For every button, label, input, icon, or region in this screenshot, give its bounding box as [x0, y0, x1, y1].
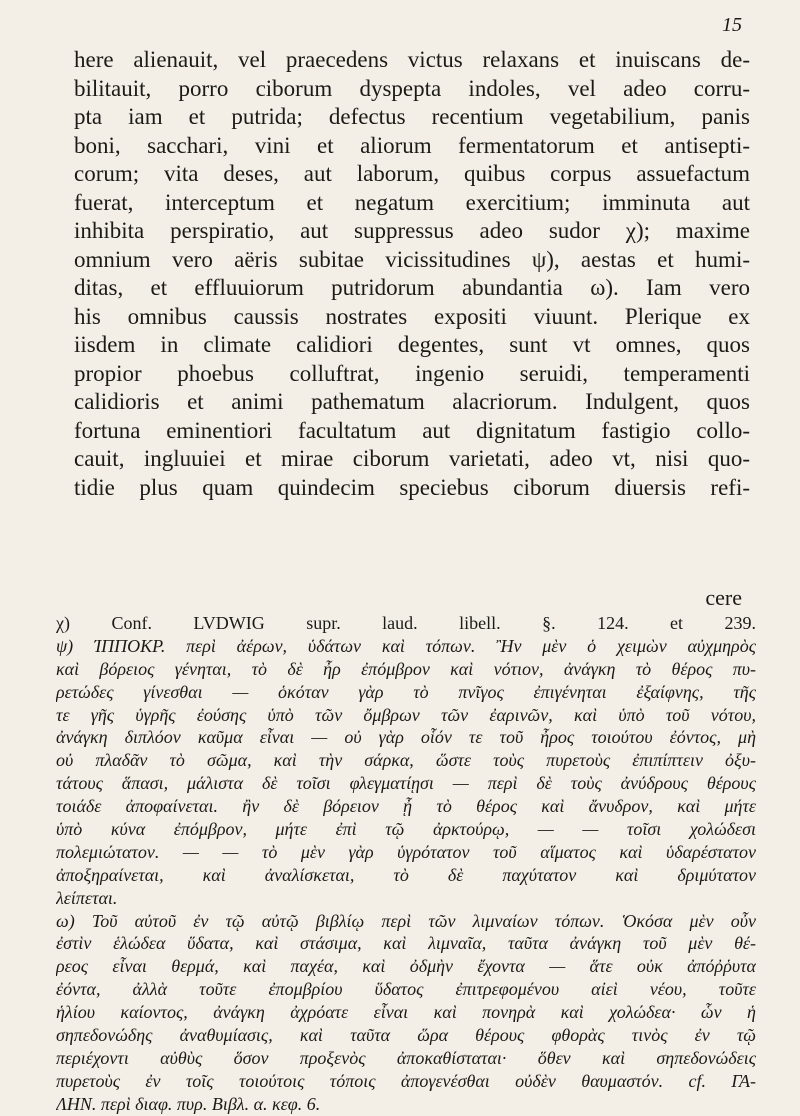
footnote-line: ἀνάγκη διπλόον καῦμα εἶναι — οὐ γὰρ οἷόν τε τοῦ ἦρος τοιούτου ἐόντος, μὴ [56, 727, 756, 748]
main-text-body [74, 46, 750, 502]
text-line: tidie plus quam quindecim speciebus ciborum diuersis refi- [74, 474, 750, 500]
footnote-line: ΛΗΝ. περὶ διαφ. πυρ. Βιβλ. α. κεφ. 6. [56, 1093, 321, 1114]
catchword: cere [705, 585, 742, 610]
footnote-line: πυρετοὺς ἐν τοῖς τοιούτοις τόποις ἀπογενέσθαι οὐδὲν θαυμαστόν. cf. ΓΑ- [56, 1070, 756, 1091]
text-line: here alienauit, vel praecedens victus relaxans et inuiscans de- [74, 47, 750, 72]
text-line: propior phoebus colluftrat, ingenio seruidi, temperamenti [74, 360, 750, 386]
text-line: boni, sacchari, vini et aliorum fermentatorum et antisepti- [74, 132, 750, 158]
footnote-line: ἐόντα, ἀλλὰ τοῦτε ἐπομβρίου ὕδατος ἐπιτρεφομένου αἰεὶ νέου, τοῦτε [56, 979, 756, 1000]
text-line: his omnibus caussis nostrates expositi viuunt. Plerique ex [74, 303, 750, 329]
footnote-line: ἀποξηραίνεται, καὶ ἀναλίσκεται, τὸ δὲ παχύτατον καὶ δριμύτατον [56, 864, 756, 885]
footnote-line: οὐ πλαδᾶν τὸ σῶμα, καὶ τὴν σάρκα, ὥστε τοὺς πυρετοὺς ἐπιπίπτειν ὀξυ- [56, 750, 756, 771]
footnote-line: χ) Conf. LVDWIG supr. laud. libell. §. 124. et 239. [56, 613, 756, 633]
footnote-line: σηπεδονώδης ἀναθυμίασις, καὶ ταῦτα ὥρα θέρους φθορὰς τινὸς ἐν τῷ [56, 1025, 756, 1046]
footnote-line: πολεμιώτατον. — — τὸ μὲν γὰρ ὑγρότατον τοῦ αἵματος καὶ ὑδαρέστατον [56, 841, 756, 862]
text-line: pta iam et putrida; defectus recentium vegetabilium, panis [74, 104, 750, 129]
footnote-line: λείπεται. [56, 887, 118, 908]
footnote-line: ὑπὸ κύνα ἐπόμβρον, μήτε ἐπὶ τῷ ἀρκτούρῳ, — — τοῖσι χολώδεσι [56, 819, 756, 840]
text-line: cauit, ingluuiei et mirae ciborum varietati, adeo vt, nisi quo- [74, 446, 750, 471]
text-line: fuerat, interceptum et negatum exercitium; imminuta aut [74, 189, 750, 215]
footnote-line: ἡλίου καίοντος, ἀνάγκη ἀχρόατε εἶναι καὶ πονηρὰ καὶ χολώδεα· ὧν ἡ [56, 1002, 756, 1023]
text-line: calidioris et animi pathematum alacriorum. Indulgent, quos [74, 389, 750, 414]
footnotes [56, 612, 756, 1116]
footnote-line: καὶ βόρειος γένηται, τὸ δὲ ἦρ ἐπόμβρον καὶ νότιον, ἀνάγκη τὸ θέρος πυ- [56, 658, 756, 679]
page-number: 15 [722, 14, 742, 36]
footnote-line: ρετώδες γίνεσθαι — ὁκόταν γὰρ τὸ πνῖγος ἐπιγένηται ἐξαίφνης, τῆς [56, 681, 756, 702]
footnote-line: ω) Τοῦ αὐτοῦ ἐν τῷ αὐτῷ βιβλίῳ περὶ τῶν λιμναίων τόπων. Ὁκόσα μὲν οὖν [56, 910, 756, 931]
footnote-line: περιέχοντι αὐθὺς ὅσον προξενὸς ἀποκαθίσταται· ὅθεν καὶ σηπεδονώδεις [56, 1047, 756, 1068]
footnote-line: τοιάδε ἀποφαίνεται. ἢν δὲ βόρειον ᾖ τὸ θέρος καὶ ἄνυδρον, καὶ μήτε [56, 796, 756, 817]
text-line: ditas, et effluuiorum putridorum abundantia ω). Iam vero [74, 275, 750, 300]
footnote-line: τε γῆς ὑγρῆς ἐούσης ὑπὸ τῶν ὄμβρων τῶν ἐαρινῶν, καὶ ὑπὸ τοῦ νότου, [56, 704, 756, 725]
footnote-line: ἐστὶν ἑλώδεα ὕδατα, καὶ στάσιμα, καὶ λιμναῖα, ταῦτα ἀνάγκη τοῦ μὲν θέ- [56, 933, 756, 954]
text-line: fortuna eminentiori facultatum aut dignitatum fastigio collo- [74, 417, 750, 443]
footnote-line: ρεος εἶναι θερμά, καὶ παχέα, καὶ ὀδμὴν ἔχοντα — ἅτε οὐκ ἀπόῤῥυτα [56, 956, 756, 977]
text-line: omnium vero aëris subitae vicissitudines ψ), aestas et humi- [74, 246, 750, 272]
footnote-line: ψ) ΊΠΠΟΚΡ. περὶ ἀέρων, ὑδάτων καὶ τόπων. Ἢν μὲν ὁ χειμὼν αὐχμηρὸς [56, 635, 756, 656]
text-line: inhibita perspiratio, aut suppressus adeo sudor χ); maxime [74, 218, 750, 243]
text-line: iisdem in climate calidiori degentes, sunt vt omnes, quos [74, 332, 750, 357]
text-line: bilitauit, porro ciborum dyspepta indoles, vel adeo corru- [74, 75, 750, 101]
footnote-line: τάτους ἅπασι, μάλιστα δὲ τοῖσι φλεγματίῃσι — περὶ δὲ τοὺς ἀνύδρους θέρους [56, 773, 756, 794]
text-line: corum; vita deses, aut laborum, quibus corpus assuefactum [74, 161, 750, 186]
